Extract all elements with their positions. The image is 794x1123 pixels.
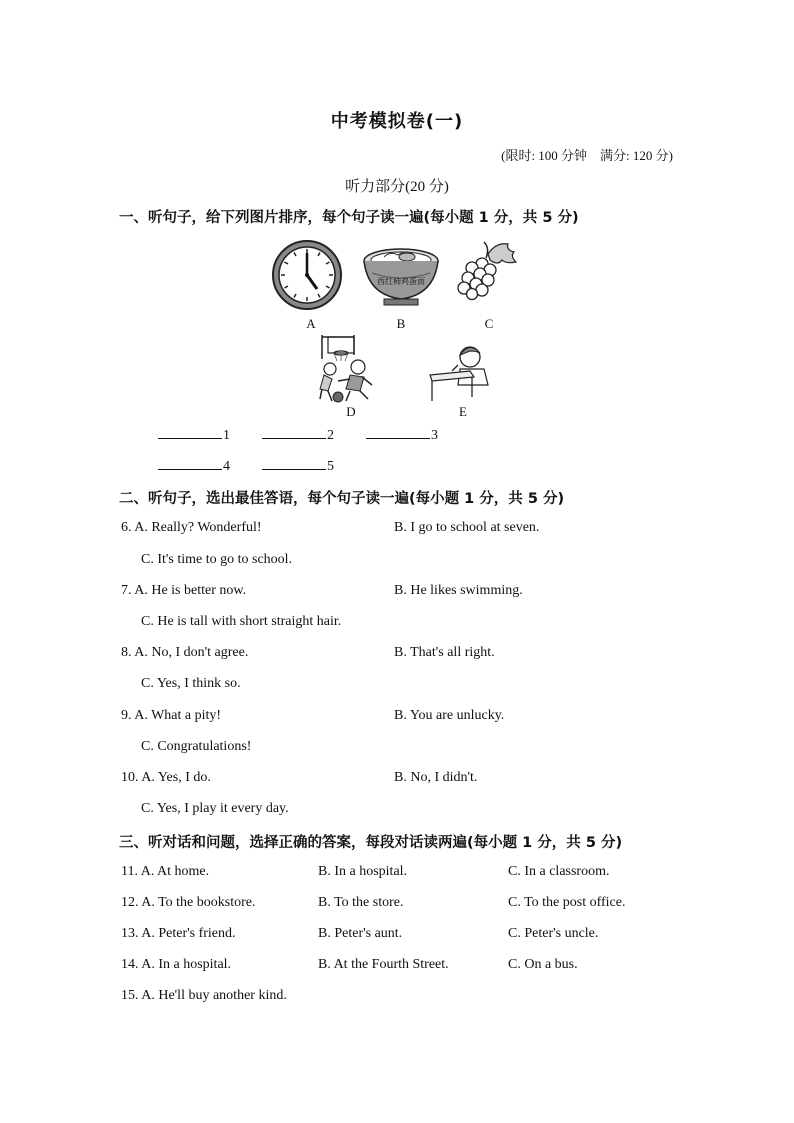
- q13-option-b: B. Peter's aunt.: [318, 926, 403, 941]
- section3-heading: 三、听对话和问题，选择正确的答案，每段对话读两遍(每小题 1 分，共 5 分): [119, 835, 623, 851]
- q10-option-b: B. No, I didn't.: [394, 770, 478, 785]
- answer-blank-3[interactable]: 3: [366, 426, 438, 444]
- q10-option-c: C. Yes, I play it every day.: [141, 801, 289, 816]
- q6-option-b: B. I go to school at seven.: [394, 520, 540, 535]
- q7-option-b: B. He likes swimming.: [394, 583, 523, 598]
- q8-option-a: 8. A. No, I don't agree.: [121, 645, 249, 660]
- section1-heading: 一、听句子，给下列图片排序，每个句子读一遍(每小题 1 分，共 5 分): [119, 210, 579, 226]
- q14-option-b: B. At the Fourth Street.: [318, 957, 449, 972]
- q9-option-c: C. Congratulations!: [141, 739, 252, 754]
- exam-title: 中考模拟卷(一): [330, 111, 464, 132]
- q9-option-b: B. You are unlucky.: [394, 708, 505, 723]
- q7-option-c: C. He is tall with short straight hair.: [141, 614, 342, 629]
- q12-option-c: C. To the post office.: [508, 895, 626, 910]
- time-limit: (限时: 100 分钟 满分: 120 分): [501, 148, 673, 163]
- q11-option-a: 11. A. At home.: [121, 864, 210, 879]
- q8-option-c: C. Yes, I think so.: [141, 676, 241, 691]
- answer-blank-1[interactable]: 1: [158, 426, 230, 444]
- q12-option-a: 12. A. To the bookstore.: [121, 895, 256, 910]
- q14-option-a: 14. A. In a hospital.: [121, 957, 232, 972]
- q11-option-c: C. In a classroom.: [508, 864, 610, 879]
- answer-blank-5[interactable]: 5: [262, 457, 334, 475]
- q7-option-a: 7. A. He is better now.: [121, 583, 247, 598]
- q13-option-a: 13. A. Peter's friend.: [121, 926, 236, 941]
- section2-heading: 二、听句子，选出最佳答语，每个句子读一遍(每小题 1 分，共 5 分): [119, 491, 565, 507]
- q10-option-a: 10. A. Yes, I do.: [121, 770, 211, 785]
- picture-label-d: D: [346, 404, 356, 419]
- q6-option-c: C. It's time to go to school.: [141, 552, 293, 567]
- q15-option-a: 15. A. He'll buy another kind.: [121, 988, 287, 1003]
- picture-label-a: A: [306, 316, 316, 331]
- q6-option-a: 6. A. Really? Wonderful!: [121, 520, 262, 535]
- noodle-bowl-icon: [362, 243, 440, 307]
- q13-option-c: C. Peter's uncle.: [508, 926, 599, 941]
- q14-option-c: C. On a bus.: [508, 957, 578, 972]
- q12-option-b: B. To the store.: [318, 895, 404, 910]
- basketball-players-icon: [314, 333, 386, 405]
- part-title: 听力部分(20 分): [345, 179, 449, 195]
- q8-option-b: B. That's all right.: [394, 645, 495, 660]
- picture-label-c: C: [484, 316, 494, 331]
- clock-icon: [271, 239, 343, 311]
- boy-writing-icon: [428, 345, 496, 403]
- picture-label-b: B: [396, 316, 406, 331]
- picture-label-e: E: [459, 404, 467, 419]
- q11-option-b: B. In a hospital.: [318, 864, 408, 879]
- answer-blank-2[interactable]: 2: [262, 426, 334, 444]
- bowl-caption: 西红柿鸡蛋面: [377, 277, 425, 286]
- grapes-icon: [452, 240, 522, 302]
- q9-option-a: 9. A. What a pity!: [121, 708, 222, 723]
- answer-blank-4[interactable]: 4: [158, 457, 230, 475]
